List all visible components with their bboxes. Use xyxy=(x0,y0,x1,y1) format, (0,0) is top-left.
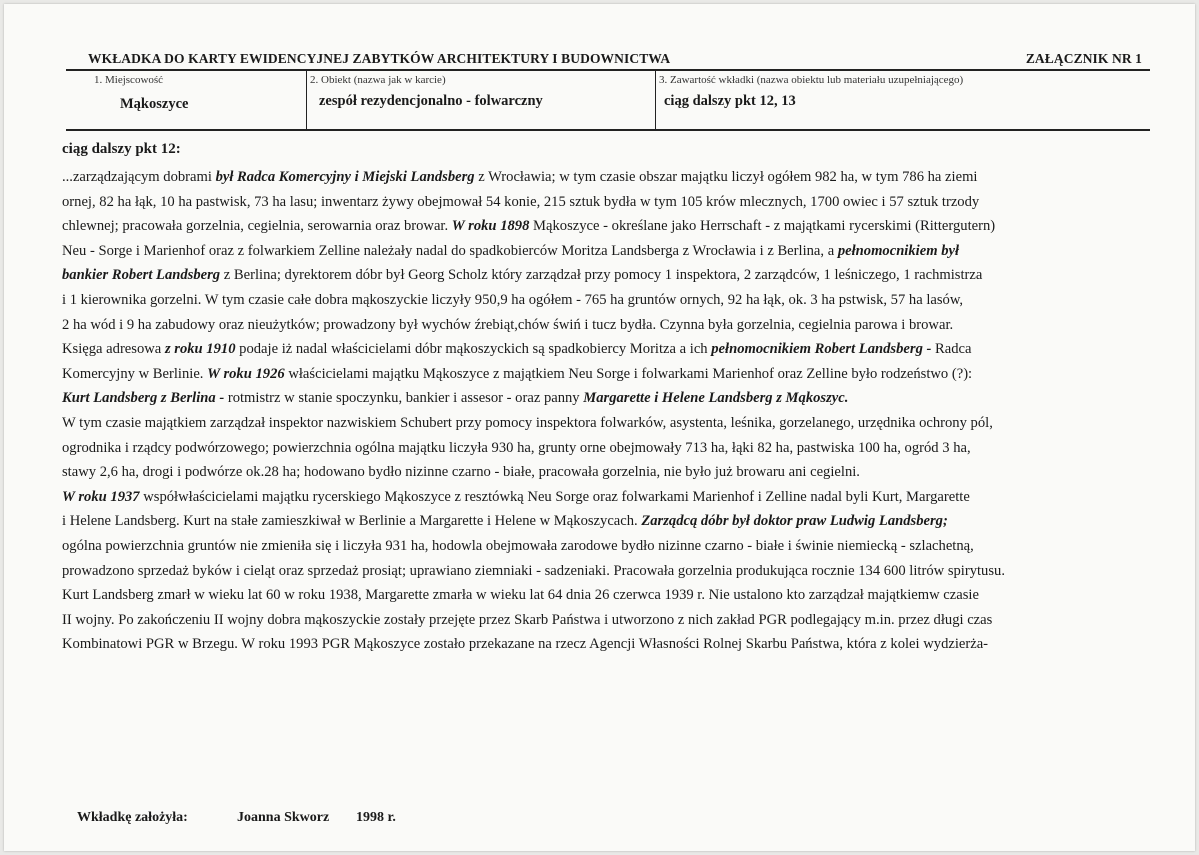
document-sheet xyxy=(4,4,1195,851)
text-line xyxy=(62,632,1140,657)
emphasized-text: W roku 1937 xyxy=(62,488,140,505)
emphasized-text: W roku 1926 xyxy=(207,365,285,382)
text-line xyxy=(62,214,1140,239)
text-run: ornej, 82 ha łąk, 10 ha pastwisk, 73 ha lasu; inwentarz żywy obejmował 54 konie, 215 sztuk bydła w tym 105 krów mlecznych, 1700 owiec i 57 sztuk trzody xyxy=(62,193,980,210)
text-line xyxy=(62,534,1140,559)
emphasized-text: Margarette i Helene Landsberg z Mąkoszyc. xyxy=(583,390,849,407)
text-run: Radca xyxy=(931,341,972,358)
emphasized-text: W roku 1898 xyxy=(451,218,530,235)
text-run: Kombinatowi PGR w Brzegu. W roku 1993 PGR Mąkoszyce zostało przekazane na rzecz Agencji Własności Rolnej Skarbu Państwa, która z kolei wydzierża- xyxy=(62,636,989,653)
emphasized-text: był Radca Komercyjny i Miejski Landsberg xyxy=(215,169,475,185)
text-line xyxy=(62,485,1140,510)
text-run: Księga adresowa xyxy=(62,341,165,358)
text-run: Mąkoszyce - określane jako Herrschaft - z majątkami rycerskimi (Rittergutern) xyxy=(529,218,996,235)
text-run: prowadzono sprzedaż byków i cieląt oraz sprzedaż prosiąt; uprawiano ziemniaki - sadzeniaki. Pracowała gorzelnia produkująca rocznie 134 600 litrów spirytusu. xyxy=(62,562,1005,579)
text-line xyxy=(62,608,1140,633)
emphasized-text: Kurt Landsberg z Berlina - xyxy=(62,390,225,407)
text-run: ...zarządzającym dobrami xyxy=(62,169,216,185)
text-run: z Berlina; dyrektorem dóbr był Georg Scholz który zarządzał przy pomocy 1 inspektora, 2 zarządców, 1 leśniczego, 1 rachmistrza xyxy=(220,267,983,284)
text-line xyxy=(62,288,1140,313)
text-run: rotmistrz w stanie spoczynku, bankier i assesor - oraz panny xyxy=(224,390,584,407)
contents-value: ciąg dalszy pkt 12, 13 xyxy=(664,93,796,109)
text-line xyxy=(62,263,1140,288)
text-line xyxy=(62,362,1140,387)
form-table xyxy=(66,69,1150,131)
footer-label: Wkładkę założyła: xyxy=(77,810,188,825)
section-heading: ciąg dalszy pkt 12: xyxy=(62,141,181,157)
locality-value: Mąkoszyce xyxy=(120,96,189,112)
text-run: i Helene Landsberg. Kurt na stałe zamieszkiwał w Berlinie a Margarette i Helene w Mąkoszycach. xyxy=(62,513,642,530)
text-run: II wojny. Po zakończeniu II wojny dobra mąkoszyckie zostały przejęte przez Skarb Państwa i utworzono z nich zakład PGR podlegający m.in. przez długi czas xyxy=(62,611,993,628)
footer-author: Joanna Skworz xyxy=(237,810,330,825)
annex-number: ZAŁĄCZNIK NR 1 xyxy=(1025,51,1142,66)
text-run: z Wrocławia; w tym czasie obszar majątku liczył ogółem 982 ha, w tym 786 ha ziemi xyxy=(474,169,978,185)
text-run: chlewnej; pracowała gorzelnia, cegielnia, serowarnia oraz browar. xyxy=(62,218,452,235)
text-line xyxy=(62,460,1140,485)
text-run: właścicielami majątku Mąkoszyce z majątkiem Neu Sorge i folwarkami Marienhof oraz Zelline było rodzeństwo (?): xyxy=(284,365,973,382)
text-run: podaje iż nadal właścicielami dóbr mąkoszyckich są spadkobiercy Moritza a ich xyxy=(235,341,712,358)
text-run: ogólna powierzchnia gruntów nie zmieniła się i liczyła 931 ha, hodowla obejmowała zarodowe bydło nizinne czarno - białe i świnie niemiecką - szlachetną, xyxy=(62,537,974,554)
object-label: 2. Obiekt (nazwa jak w karcie) xyxy=(310,74,446,86)
document-header xyxy=(88,51,1148,69)
text-line xyxy=(62,165,1140,190)
document-title: WKŁADKA DO KARTY EWIDENCYJNEJ ZABYTKÓW ARCHITEKTURY I BUDOWNICTWA xyxy=(88,51,671,66)
text-run: stawy 2,6 ha, drogi i podwórze ok.28 ha; hodowano bydło nizinne czarno - białe, pracowała gorzelnia, nie było już browaru ani cegielni. xyxy=(62,464,860,481)
contents-label: 3. Zawartość wkładki (nazwa obiektu lub materiału uzupełniającego) xyxy=(659,74,964,86)
text-run: 2 ha wód i 9 ha zabudowy oraz nieużytków; prowadzony był wychów źrebiąt,chów świń i tucz bydła. Czynna była gorzelnia, cegielnia parowa i browar. xyxy=(62,316,954,333)
text-run: W tym czasie majątkiem zarządzał inspektor nazwiskiem Schubert przy pomocy inspektora folwarków, asystenta, leśnika, gorzelanego, urzędnika ochrony pól, xyxy=(62,414,993,431)
object-value: zespół rezydencjonalno - folwarczny xyxy=(319,93,543,109)
text-run: Kurt Landsberg zmarł w wieku lat 60 w roku 1938, Margarette zmarła w wieku lat 64 dnia 26 czerwca 1939 r. Nie ustalono kto zarządzał majątkiemw czasie xyxy=(62,587,979,604)
emphasized-text: pełnomocnikiem Robert Landsberg - xyxy=(711,341,932,358)
text-run: Komercyjny w Berlinie. xyxy=(62,365,208,382)
footer-year: 1998 r. xyxy=(356,810,396,825)
text-run: Neu - Sorge i Marienhof oraz z folwarkiem Zelline należały nadal do spadkobierców Moritza Landsberga z Wrocławia i z Berlina, a xyxy=(62,242,838,259)
locality-label: 1. Miejscowość xyxy=(94,74,164,86)
locality-cell xyxy=(66,71,306,129)
emphasized-text: bankier Robert Landsberg xyxy=(62,267,221,284)
text-line xyxy=(62,313,1140,338)
text-run: ogrodnika i rządcy podwórzowego; powierzchnia ogólna majątku liczyła 930 ha, grunty orne obejmowały 713 ha, łąki 82 ha, pastwiska 100 ha, ogród 3 ha, xyxy=(62,439,971,456)
text-line xyxy=(62,583,1140,608)
body-text xyxy=(62,165,1140,657)
text-line xyxy=(62,509,1140,534)
text-run: współwłaścicielami majątku rycerskiego Mąkoszyce z resztówką Neu Sorge oraz folwarkami Marienhof i Zelline nadal byli Kurt, Margarette xyxy=(139,488,970,505)
text-line xyxy=(62,239,1140,264)
text-line xyxy=(62,337,1140,362)
emphasized-text: pełnomocnikiem był xyxy=(837,242,960,259)
text-line xyxy=(62,436,1140,461)
text-line xyxy=(62,411,1140,436)
emphasized-text: z roku 1910 xyxy=(164,341,236,358)
text-line xyxy=(62,386,1140,411)
object-cell xyxy=(306,71,655,129)
text-line xyxy=(62,190,1140,215)
emphasized-text: Zarządcą dóbr był doktor praw Ludwig Landsberg; xyxy=(641,513,948,530)
text-line xyxy=(62,559,1140,584)
contents-cell xyxy=(655,71,1150,129)
text-run: i 1 kierownika gorzelni. W tym czasie całe dobra mąkoszyckie liczyły 950,9 ha ogółem - 765 ha gruntów ornych, 92 ha łąk, ok. 3 ha pstwisk, 57 ha lasów, xyxy=(62,291,964,308)
